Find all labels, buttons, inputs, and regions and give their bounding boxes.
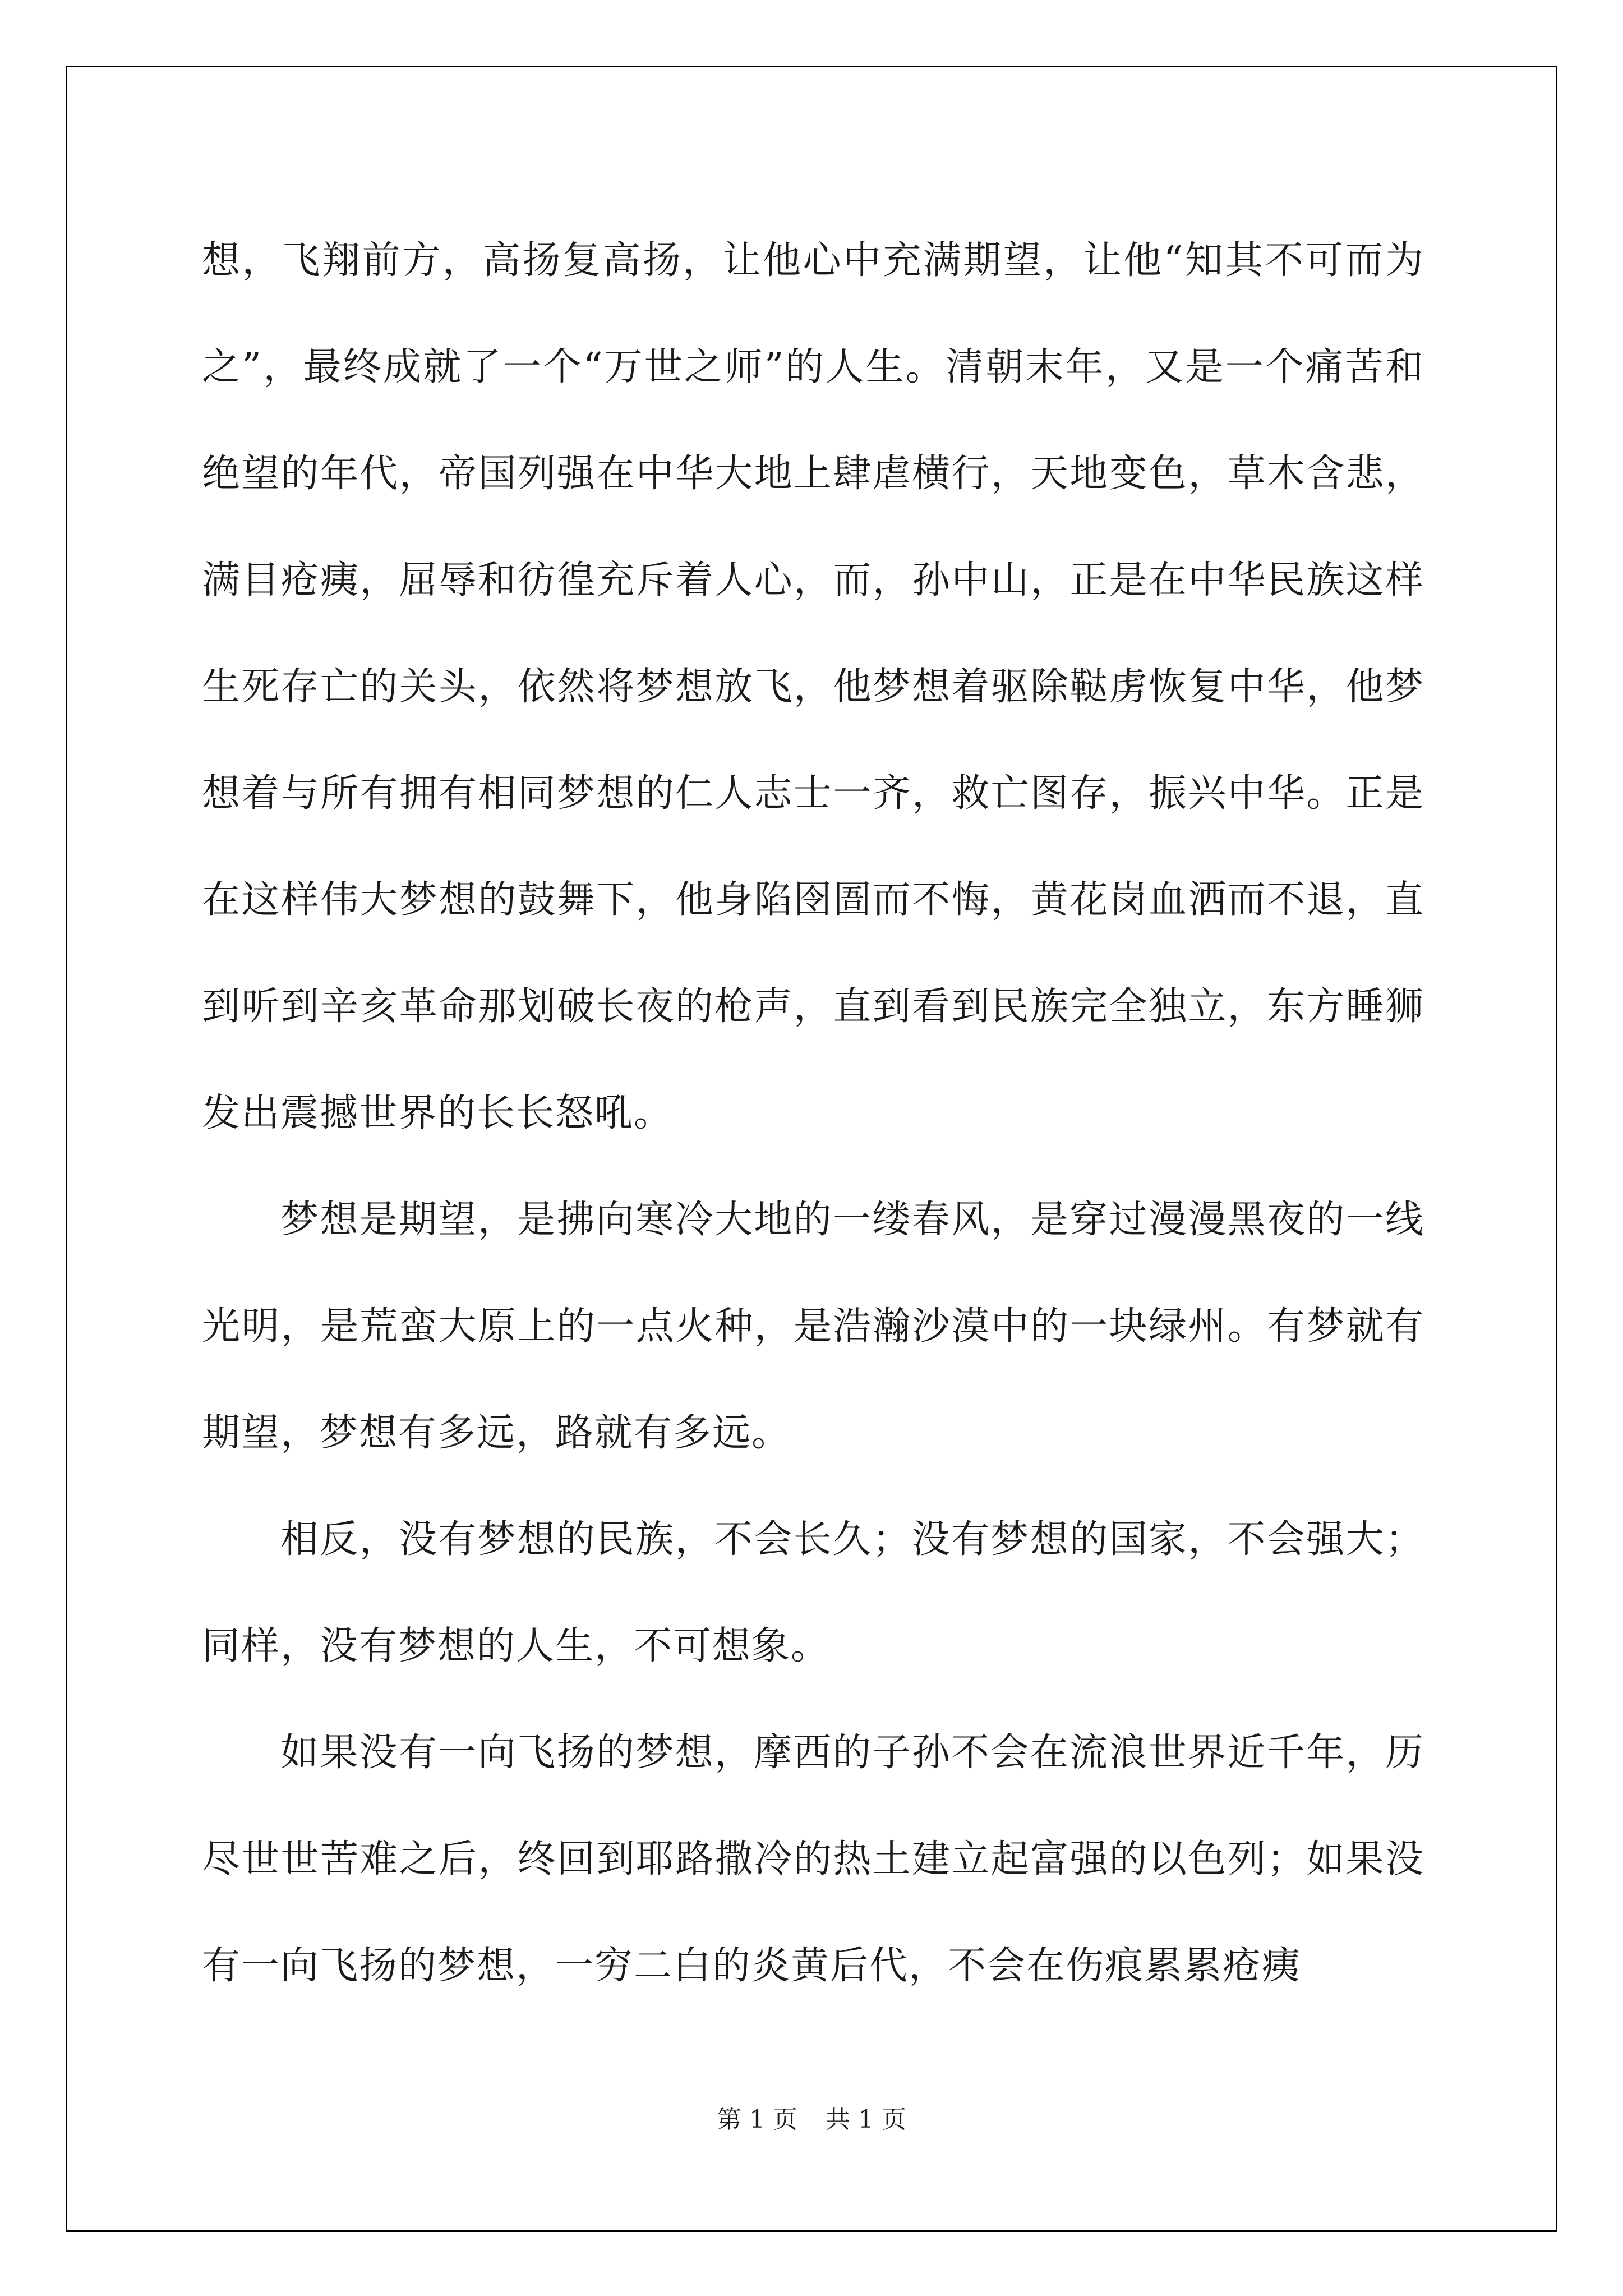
- page-total: 共 1 页: [826, 2105, 906, 2134]
- paragraph-1: 想，飞翔前方，高扬复高扬，让他心中充满期望，让他“知其不可而为之”，最终成就了一个“万世之师”的人生。清朝末年，又是一个痛苦和绝望的年代，帝国列强在中华大地上肆虐横行，天地变色，草木含悲，满目疮痍，屈辱和彷徨充斥着人心，而，孙中山，正是在中华民族这样生死存亡的关头，依然将梦想放飞，他梦想着驱除鞑虏恢复中华，他梦想着与所有拥有相同梦想的仁人志士一齐，救亡图存，振兴中华。正是在这样伟大梦想的鼓舞下，他身陷囹圄而不悔，黄花岗血洒而不退，直到听到辛亥革命那划破长夜的枪声，直到看到民族完全独立，东方睡狮发出震撼世界的长长怒吼。: [202, 238, 1424, 1135]
- paragraph-4: 如果没有一向飞扬的梦想，摩西的子孙不会在流浪世界近千年，历尽世世苦难之后，终回到耶路撒冷的热土建立起富强的以色列；如果没有一向飞扬的梦想，一穷二白的炎黄后代，不会在伤痕累累疮痍: [202, 1731, 1424, 1988]
- document-body: [202, 208, 1424, 2019]
- paragraph-2: 梦想是期望，是拂向寒冷大地的一缕春风，是穿过漫漫黑夜的一线光明，是荒蛮大原上的一点火种，是浩瀚沙漠中的一块绿州。有梦就有期望，梦想有多远，路就有多远。: [202, 1198, 1424, 1455]
- paragraph-3: 相反，没有梦想的民族，不会长久；没有梦想的国家，不会强大；同样，没有梦想的人生，不可想象。: [202, 1517, 1424, 1668]
- page-number: 第 1 页: [717, 2105, 797, 2134]
- page-footer: [0, 2099, 1623, 2135]
